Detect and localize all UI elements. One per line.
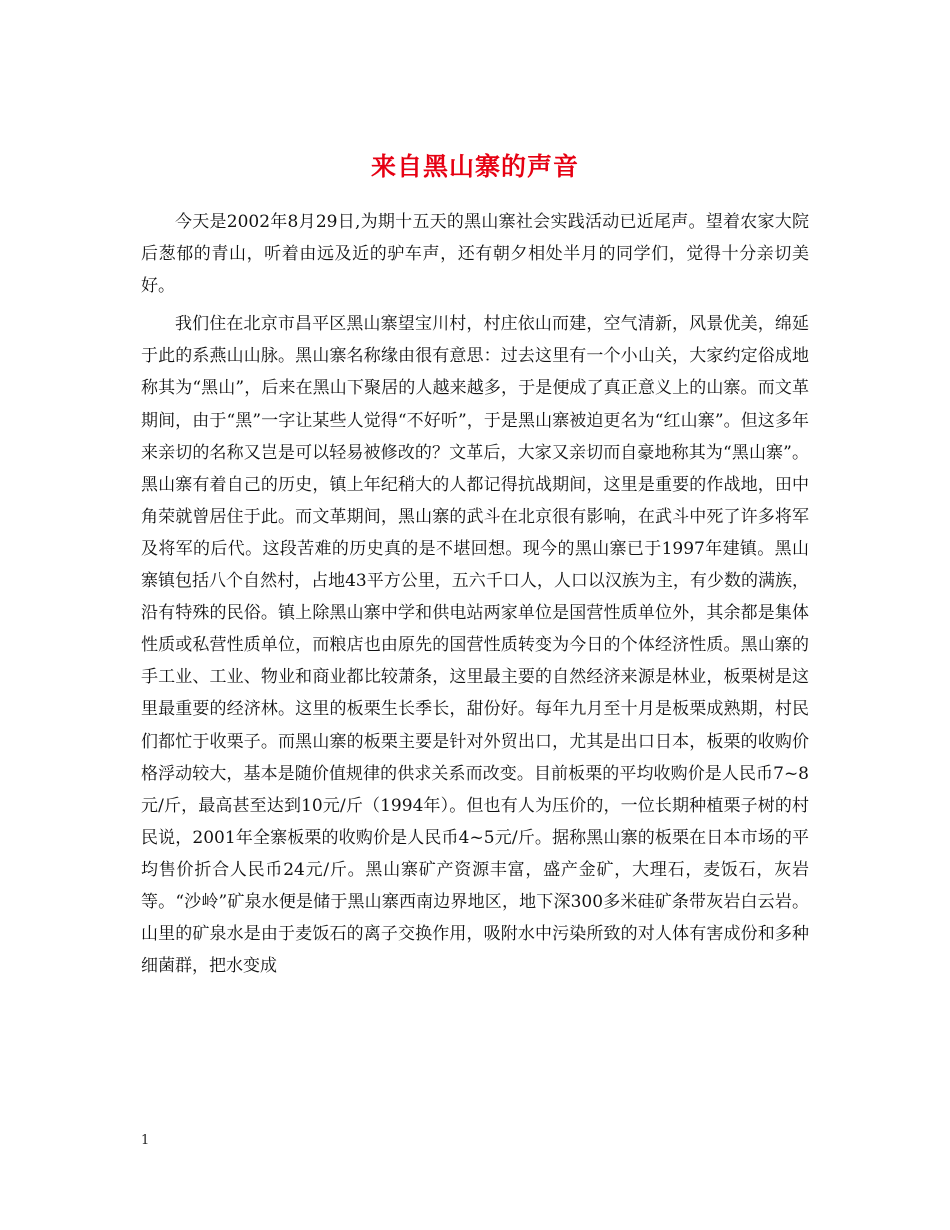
document-title: 来自黑山寨的声音: [370, 151, 579, 181]
page-number: 1: [141, 1133, 150, 1148]
paragraph-1: 今天是2002年8月29日,为期十五天的黑山寨社会实践活动已近尾声。望着农家大院后葱郁的青山，听着由远及近的驴车声，还有朝夕相处半月的同学们，觉得十分亲切美好。: [141, 212, 809, 297]
paragraph-2: 我们住在北京市昌平区黑山寨望宝川村，村庄依山而建，空气清新，风景优美，绵延于此的系燕山山脉。黑山寨名称缘由很有意思：过去这里有一个小山关，大家约定俗成地称其为“黑山”，后来在黑山下聚居的人越来越多，于是便成了真正意义上的山寨。而文革期间，由于“黑”一字让某些人觉得“不好听”，于是黑山寨被迫更名为“红山寨”。但这多年来亲切的名称又岂是可以轻易被修改的？文革后，大家又亲切而自豪地称其为“黑山寨”。黑山寨有着自己的历史，镇上年纪稍大的人都记得抗战期间，这里是重要的作战地，田中角荣就曾居住于此。而文革期间，黑山寨的武斗在北京很有影响，在武斗中死了许多将军及将军的后代。这段苦难的历史真的是不堪回想。现今的黑山寨已于1997年建镇。黑山寨镇包括八个自然村，占地43平方公里，五六千口人，人口以汉族为主，有少数的满族，沿有特殊的民俗。镇上除黑山寨中学和供电站两家单位是国营性质单位外，其余都是集体性质或私营性质单位，而粮店也由原先的国营性质转变为今日的个体经济性质。黑山寨的手工业、工业、物业和商业都比较萧条，这里最主要的自然经济来源是林业，板栗树是这里最重要的经济林。这里的板栗生长季长，甜份好。每年九月至十月是板栗成熟期，村民们都忙于收栗子。而黑山寨的板栗主要是针对外贸出口，尤其是出口日本，板栗的收购价格浮动较大，基本是随价值规律的供求关系而改变。目前板栗的平均收购价是人民币7~8元/斤，最高甚至达到10元/斤（1994年）。但也有人为压价的，一位长期种植栗子树的村民说，2001年全寨板栗的收购价是人民币4~5元/斤。据称黑山寨的板栗在日本市场的平均售价折合人民币24元/斤。黑山寨矿产资源丰富，盛产金矿，大理石，麦饭石，灰岩等。“沙岭”矿泉水便是储于黑山寨西南边界地区，地下深300多米硅矿条带灰岩白云岩。山里的矿泉水是由于麦饭石的离子交换作用，吸附水中污染所致的对人体有害成份和多种细菌群，把水变成: [141, 314, 809, 977]
document-body: [141, 206, 809, 982]
